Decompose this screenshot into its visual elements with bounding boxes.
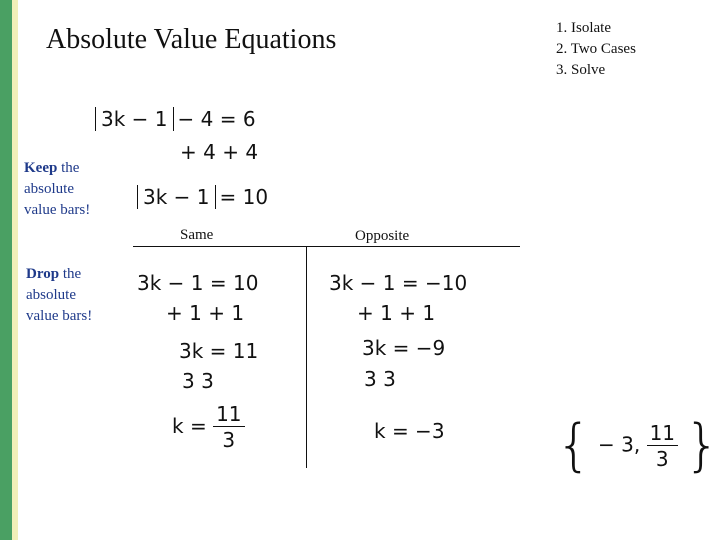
same-case-divide: 3 3 (182, 369, 214, 393)
same-case-add: + 1 + 1 (166, 301, 245, 325)
step-item: 3. Solve (556, 62, 606, 78)
drop-note-line2: absolute (26, 287, 76, 303)
left-accent-bar (0, 0, 12, 540)
equation-rest: − 4 = 6 (177, 107, 256, 131)
fraction-numerator: 11 (213, 402, 244, 427)
solution-first-value: − 3, (598, 432, 641, 457)
left-accent-stripe (12, 0, 18, 540)
drop-note-line1: the (59, 266, 82, 282)
abs-expression: 3k − 1 (95, 107, 174, 131)
table-divider-horizontal (133, 246, 520, 247)
solution-denominator: 3 (655, 446, 669, 471)
isolated-rest: = 10 (219, 185, 269, 209)
opposite-case-add: + 1 + 1 (357, 301, 436, 325)
opposite-case-divide: 3 3 (364, 367, 396, 391)
add-four-step: + 4 + 4 (180, 140, 259, 164)
table-divider-vertical (306, 246, 307, 468)
isolated-equation (137, 185, 268, 209)
keep-note-line2: absolute (24, 181, 74, 197)
steps-list (556, 18, 636, 81)
step-item: 2. Two Cases (556, 41, 636, 57)
same-case-fraction (213, 402, 244, 453)
solution-fraction (647, 421, 678, 472)
opposite-case-equation-2: 3k = −9 (362, 336, 446, 360)
page-title: Absolute Value Equations (46, 24, 337, 55)
fraction-denominator: 3 (222, 428, 236, 452)
opposite-case-equation: 3k − 1 = −10 (329, 271, 468, 295)
same-column-label: Same (180, 227, 214, 243)
left-brace-icon: { (556, 413, 592, 478)
drop-keyword: Drop (26, 266, 60, 282)
opposite-case-result: k = −3 (374, 419, 445, 443)
isolated-abs-expression: 3k − 1 (137, 185, 216, 209)
opposite-column-label: Opposite (355, 228, 410, 244)
drop-note-line3: value bars! (26, 308, 93, 324)
same-case-k-label: k = (172, 414, 207, 438)
step-item: 1. Isolate (556, 20, 611, 36)
keep-note-line1: the (57, 160, 80, 176)
keep-keyword: Keep (24, 160, 58, 176)
keep-note (24, 158, 90, 221)
right-brace-icon: } (684, 413, 720, 478)
keep-note-line3: value bars! (24, 202, 91, 218)
solution-set (556, 413, 720, 478)
solution-numerator: 11 (647, 421, 678, 446)
drop-note (26, 264, 92, 327)
same-case-equation: 3k − 1 = 10 (137, 271, 259, 295)
same-case-equation-2: 3k = 11 (179, 339, 259, 363)
same-case-result (172, 402, 245, 453)
original-equation (95, 107, 256, 131)
